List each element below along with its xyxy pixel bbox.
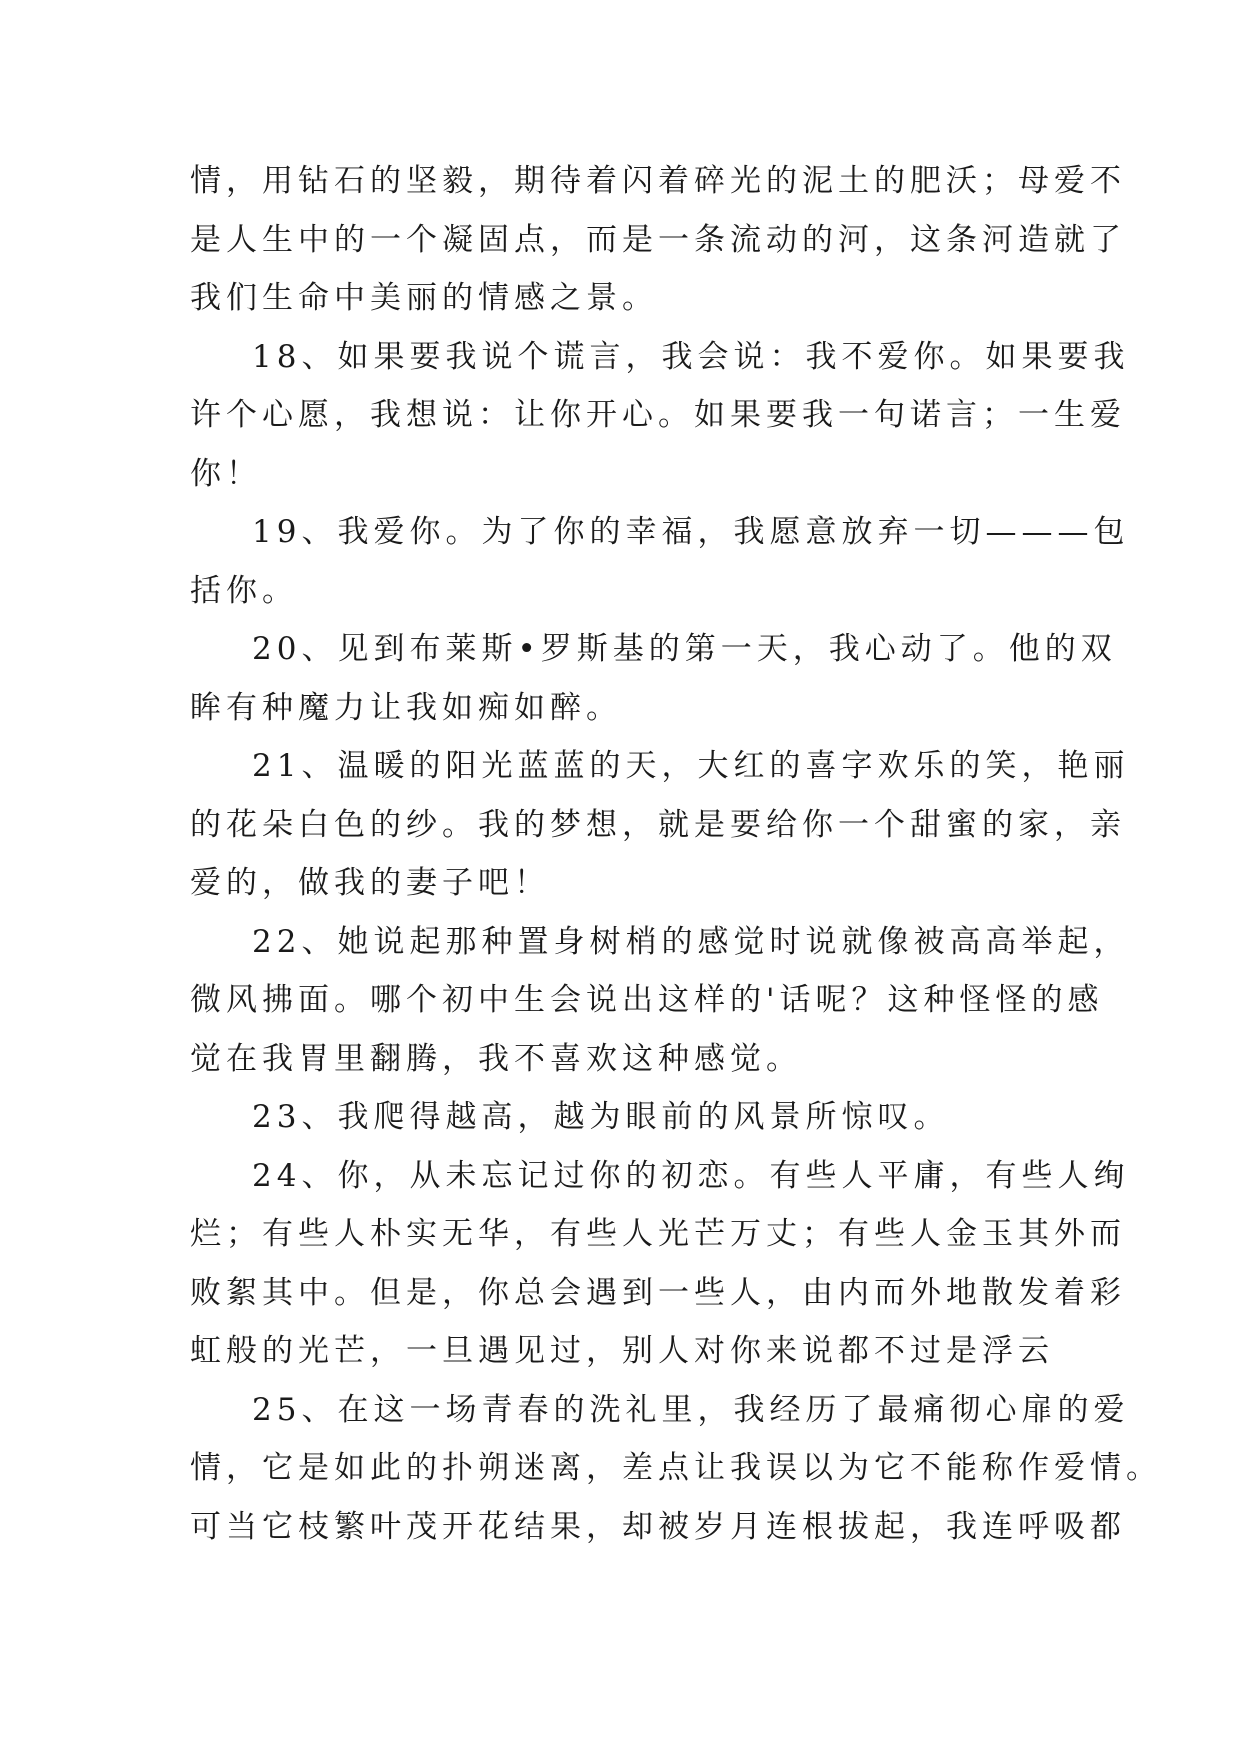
text-line: 败絮其中。但是，你总会遇到一些人，由内而外地散发着彩 [190,1274,1126,1311]
text-line: 25、在这一场青春的洗礼里，我经历了最痛彻心扉的爱 [252,1391,1130,1428]
text-line: 情，用钻石的坚毅，期待着闪着碎光的泥土的肥沃；母爱不 [190,163,1126,199]
text-line: 觉在我胃里翻腾，我不喜欢这种感觉。 [190,1040,802,1077]
text-line: 烂；有些人朴实无华，有些人光芒万丈；有些人金玉其外而 [190,1216,1126,1252]
text-line: 虹般的光芒，一旦遇见过，别人对你来说都不过是浮云 [190,1333,1054,1369]
text-line: 19、我爱你。为了你的幸福，我愿意放弃一切———包 [252,514,1130,550]
text-line: 眸有种魔力让我如痴如醉。 [190,689,622,726]
text-line: 许个心愿，我想说：让你开心。如果要我一句诺言；一生爱 [190,397,1126,433]
text-line: 的花朵白色的纱。我的梦想，就是要给你一个甜蜜的家，亲 [190,806,1126,843]
text-line: 18、如果要我说个谎言，我会说：我不爱你。如果要我 [252,338,1130,375]
text-line: 23、我爬得越高，越为眼前的风景所惊叹。 [252,1099,950,1135]
text-line: 情，它是如此的扑朔迷离，差点让我误以为它不能称作爱情。 [190,1450,1162,1486]
text-line: 22、她说起那种置身树梢的感觉时说就像被高高举起， [252,923,1130,960]
body-text [190,152,1162,1556]
text-line: 爱的，做我的妻子吧！ [190,865,550,901]
text-line: 我们生命中美丽的情感之景。 [190,280,658,316]
text-line: 21、温暖的阳光蓝蓝的天，大红的喜字欢乐的笑，艳丽 [252,748,1130,784]
text-line: 是人生中的一个凝固点，而是一条流动的河，这条河造就了 [190,221,1126,258]
text-line: 微风拂面。哪个初中生会说出这样的'话呢？这种怪怪的感 [190,982,1104,1018]
text-line: 可当它枝繁叶茂开花结果，却被岁月连根拔起，我连呼吸都 [190,1508,1126,1545]
text-line: 你！ [190,455,262,492]
text-line: 20、见到布莱斯•罗斯基的第一天，我心动了。他的双 [252,631,1117,667]
text-line: 括你。 [190,572,298,609]
text-line: 24、你，从未忘记过你的初恋。有些人平庸，有些人绚 [252,1157,1130,1194]
